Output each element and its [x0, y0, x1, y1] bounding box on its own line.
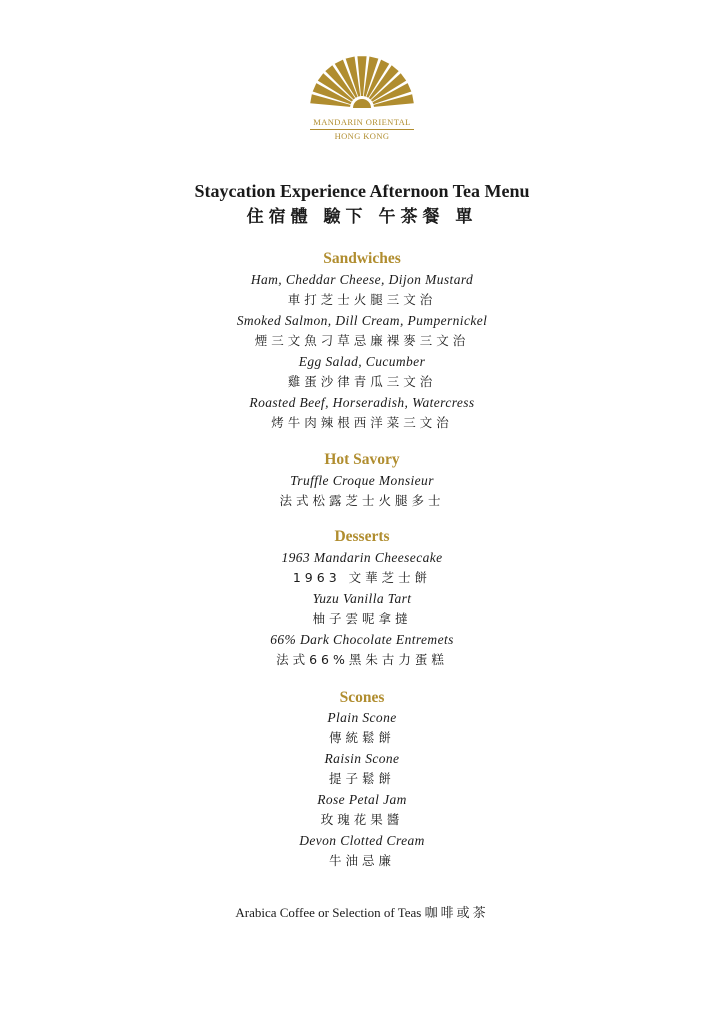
section-heading-scones: Scones — [339, 689, 385, 706]
menu-item-en: 66% Dark Chocolate Entremets — [270, 632, 454, 647]
beverage-note-zh: 咖啡或茶 — [424, 906, 489, 921]
beverage-note-en: Arabica Coffee or Selection of Teas — [235, 905, 422, 920]
logo-divider — [310, 129, 414, 130]
menu-item-zh: 玫瑰花果醬 — [320, 812, 404, 827]
menu-item-en: Raisin Scone — [324, 751, 400, 766]
menu-item-zh: 車打芝士火腿三文治 — [287, 292, 437, 307]
menu-item-zh: 柚子雲呢拿撻 — [312, 611, 412, 626]
menu-item-en: Plain Scone — [327, 710, 397, 725]
menu-title-zh: 住宿體 驗下 午茶餐 單 — [246, 207, 478, 227]
menu-item-en: Rose Petal Jam — [317, 792, 407, 807]
menu-item-zh: 1963 文華芝士餅 — [292, 570, 432, 585]
section-heading-sandwiches: Sandwiches — [323, 250, 401, 267]
mandarin-oriental-logo — [306, 52, 418, 142]
menu-item-zh: 煙三文魚刁草忌廉裸麥三文治 — [254, 333, 470, 348]
menu-item-zh: 牛油忌廉 — [328, 853, 395, 868]
fan-hub — [353, 99, 371, 108]
menu-title: Staycation Experience Afternoon Tea Menu — [194, 181, 530, 201]
fan-icon — [306, 52, 418, 114]
brand-name: MANDARIN ORIENTAL — [313, 117, 411, 127]
menu-item-en: Smoked Salmon, Dill Cream, Pumpernickel — [236, 313, 488, 328]
section-heading-desserts: Desserts — [334, 528, 390, 545]
menu-item-zh: 法式松露芝士火腿多士 — [279, 493, 445, 508]
menu-item-en: Truffle Croque Monsieur — [290, 473, 434, 488]
menu-item-en: Devon Clotted Cream — [299, 833, 425, 848]
menu-item-en: Egg Salad, Cucumber — [298, 354, 426, 369]
menu-item-en: Roasted Beef, Horseradish, Watercress — [249, 395, 475, 410]
menu-item-zh: 傳統鬆餅 — [328, 730, 395, 745]
menu-item-en: 1963 Mandarin Cheesecake — [281, 550, 443, 565]
beverage-note — [0, 904, 724, 923]
menu-item-zh: 法式66%黑朱古力蛋糕 — [276, 652, 448, 667]
menu-item-en: Yuzu Vanilla Tart — [312, 591, 412, 606]
section-heading-hot-savory: Hot Savory — [324, 451, 400, 468]
menu-item-en: Ham, Cheddar Cheese, Dijon Mustard — [250, 272, 474, 287]
brand-location: HONG KONG — [334, 131, 390, 141]
menu-item-zh: 烤牛肉辣根西洋菜三文治 — [271, 415, 453, 430]
menu-item-zh: 提子鬆餅 — [328, 771, 395, 786]
menu-item-zh: 雞蛋沙律青瓜三文治 — [287, 374, 437, 389]
